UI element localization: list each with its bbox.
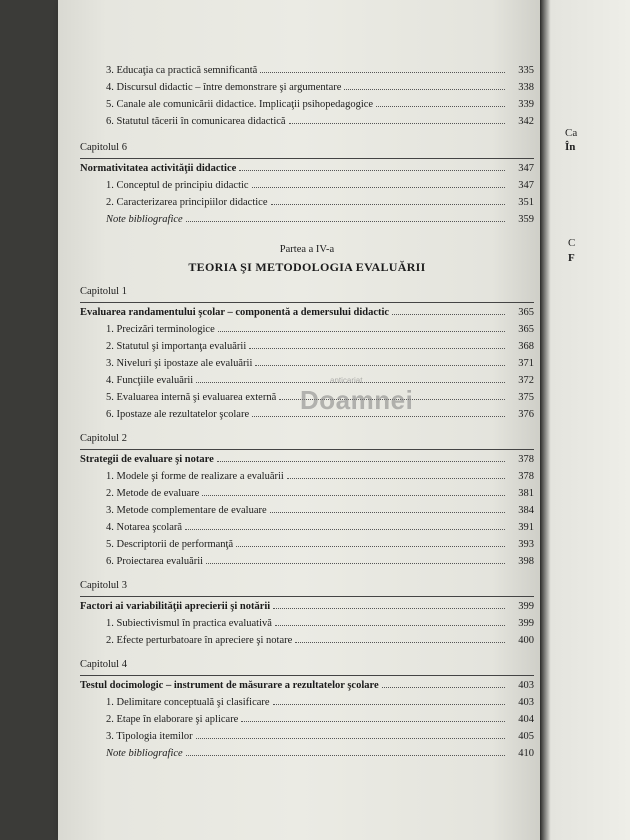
entry-title: 2. Metode de evaluare: [106, 488, 200, 499]
entry-title: 3. Educaţia ca practică semnificantă: [106, 65, 258, 76]
leader-dots: [287, 478, 505, 479]
entry-page: 400: [518, 635, 534, 646]
chapter-label: Capitolul 6: [80, 142, 127, 153]
entry-title: 6. Proiectarea evaluării: [106, 556, 204, 567]
entry-page: 403: [518, 697, 534, 708]
leader-dots: [273, 608, 505, 609]
entry-page: 403: [518, 680, 534, 691]
chapter-title-row: [80, 304, 534, 321]
divider: [80, 675, 534, 676]
toc-entry: [80, 194, 534, 211]
chapter-label: Capitolul 2: [80, 433, 127, 444]
leader-dots: [252, 187, 505, 188]
chapter-title-row: [80, 451, 534, 468]
entry-page: 381: [518, 488, 534, 499]
toc-entry: [80, 502, 534, 519]
leader-dots: [239, 170, 505, 171]
toc-entry: [80, 62, 534, 79]
toc-entry: [80, 694, 534, 711]
entry-page: 365: [518, 324, 534, 335]
chapter-title-row: [80, 598, 534, 615]
leader-dots: [241, 721, 505, 722]
toc-entry: [80, 615, 534, 632]
leader-dots: [206, 563, 505, 564]
divider: [80, 596, 534, 597]
leader-dots: [275, 625, 505, 626]
entry-title: 2. Caracterizarea principiilor didactice: [106, 197, 268, 208]
entry-page: 378: [518, 454, 534, 465]
entry-page: 368: [518, 341, 534, 352]
entry-title: 5. Canale ale comunicării didactice. Implicaţii psihopedagogice: [106, 99, 374, 110]
entry-page: 405: [518, 731, 534, 742]
part-label: Partea a IV-a: [279, 244, 335, 255]
entry-title: 5. Descriptorii de performanţă: [106, 539, 234, 550]
entry-title: 3. Metode complementare de evaluare: [106, 505, 267, 516]
entry-page: 371: [518, 358, 534, 369]
entry-title: 5. Evaluarea internă şi evaluarea externă: [106, 392, 277, 403]
entry-title: 2. Efecte perturbatoare în apreciere şi notare: [106, 635, 293, 646]
leader-dots: [271, 204, 506, 205]
leader-dots: [289, 123, 505, 124]
entry-title: 3. Niveluri şi ipostaze ale evaluării: [106, 358, 253, 369]
leader-dots: [186, 755, 505, 756]
leader-dots: [218, 331, 505, 332]
entry-title: Note bibliografice: [106, 748, 183, 759]
watermark-logo: Doamnei: [300, 385, 414, 415]
chapter-title: Factori ai variabilităţii aprecierii şi notării: [80, 601, 271, 612]
entry-title: 3. Tipologia itemilor: [106, 731, 193, 742]
leader-dots: [344, 89, 505, 90]
entry-page: 393: [518, 539, 534, 550]
part-title: TEORIA ŞI METODOLOGIA EVALUĂRII: [188, 260, 426, 274]
toc-entry: [80, 711, 534, 728]
toc-entry: [80, 338, 534, 355]
leader-dots: [376, 106, 505, 107]
entry-page: 384: [518, 505, 534, 516]
entry-title: 1. Subiectivismul în practica evaluativă: [106, 618, 272, 629]
side-fragment: În: [565, 141, 576, 153]
toc-entry: [80, 321, 534, 338]
entry-title: 4. Notarea şcolară: [106, 522, 183, 533]
toc-entry: [80, 519, 534, 536]
chapter-title-row: [80, 160, 534, 177]
chapter-title-row: [80, 677, 534, 694]
toc-entry: [80, 536, 534, 553]
entry-title: 1. Modele şi forme de realizare a evaluării: [106, 471, 284, 482]
entry-title: 2. Statutul şi importanţa evaluării: [106, 341, 247, 352]
entry-page: 342: [518, 116, 534, 127]
chapter-label: Capitolul 4: [80, 659, 127, 670]
toc-entry: [80, 177, 534, 194]
toc-entry-notes: [80, 211, 534, 228]
entry-title: 1. Delimitare conceptuală şi clasificare: [106, 697, 270, 708]
leader-dots: [260, 72, 505, 73]
side-fragment: C: [568, 237, 576, 249]
side-fragment: Ca: [565, 127, 578, 139]
toc-entry: [80, 113, 534, 130]
entry-page: 335: [518, 65, 534, 76]
divider: [80, 302, 534, 303]
entry-page: 391: [518, 522, 534, 533]
leader-dots: [392, 314, 505, 315]
adjacent-page-edge: [540, 0, 630, 840]
entry-title: 4. Funcţiile evaluării: [106, 375, 194, 386]
entry-page: 399: [518, 618, 534, 629]
leader-dots: [382, 687, 505, 688]
entry-page: 347: [518, 180, 534, 191]
chapter-label: Capitolul 1: [80, 286, 127, 297]
toc-entry: [80, 79, 534, 96]
toc-entry: [80, 96, 534, 113]
entry-page: 375: [518, 392, 534, 403]
top-section: [80, 62, 534, 130]
leader-dots: [196, 738, 505, 739]
toc-entry: [80, 728, 534, 745]
entry-page: 339: [518, 99, 534, 110]
entry-page: 376: [518, 409, 534, 420]
entry-page: 338: [518, 82, 534, 93]
toc-entry: [80, 485, 534, 502]
toc-entry: [80, 468, 534, 485]
entry-title: 6. Statutul tăcerii în comunicarea didactică: [106, 116, 286, 127]
entry-title: 1. Precizări terminologice: [106, 324, 215, 335]
entry-page: 359: [518, 214, 534, 225]
chapter-title: Testul docimologic – instrument de măsurare a rezultatelor şcolare: [80, 680, 379, 691]
entry-page: 347: [518, 163, 534, 174]
entry-title: 6. Ipostaze ale rezultatelor şcolare: [106, 409, 250, 420]
entry-page: 410: [518, 748, 534, 759]
entry-title: Note bibliografice: [106, 214, 183, 225]
toc-entry: [80, 553, 534, 570]
side-fragment: F: [568, 252, 575, 264]
leader-dots: [273, 704, 505, 705]
leader-dots: [202, 495, 505, 496]
chapter-title: Strategii de evaluare şi notare: [80, 454, 214, 465]
toc-entry-notes: [80, 745, 534, 762]
leader-dots: [255, 365, 505, 366]
divider: [80, 449, 534, 450]
entry-title: 4. Discursul didactic – între demonstrare şi argumentare: [106, 82, 342, 93]
leader-dots: [249, 348, 505, 349]
chapter-title: Evaluarea randamentului şcolar – componentă a demersului didactic: [80, 307, 390, 318]
leader-dots: [217, 461, 505, 462]
leader-dots: [236, 546, 505, 547]
entry-page: 399: [518, 601, 534, 612]
chapter-title: Normativitatea activităţii didactice: [80, 163, 237, 174]
toc-entry: [80, 632, 534, 649]
entry-page: 365: [518, 307, 534, 318]
entry-page: 398: [518, 556, 534, 567]
entry-page: 372: [518, 375, 534, 386]
watermark-subtext: anticariat: [330, 376, 363, 385]
entry-title: 1. Conceptul de principiu didactic: [106, 180, 249, 191]
leader-dots: [270, 512, 505, 513]
entry-page: 378: [518, 471, 534, 482]
chapter-label: Capitolul 3: [80, 580, 127, 591]
leader-dots: [252, 416, 505, 417]
entry-page: 404: [518, 714, 534, 725]
leader-dots: [185, 529, 505, 530]
entry-title: 2. Etape în elaborare şi aplicare: [106, 714, 239, 725]
leader-dots: [186, 221, 505, 222]
toc-entry: [80, 355, 534, 372]
leader-dots: [295, 642, 505, 643]
entry-page: 351: [518, 197, 534, 208]
divider: [80, 158, 534, 159]
